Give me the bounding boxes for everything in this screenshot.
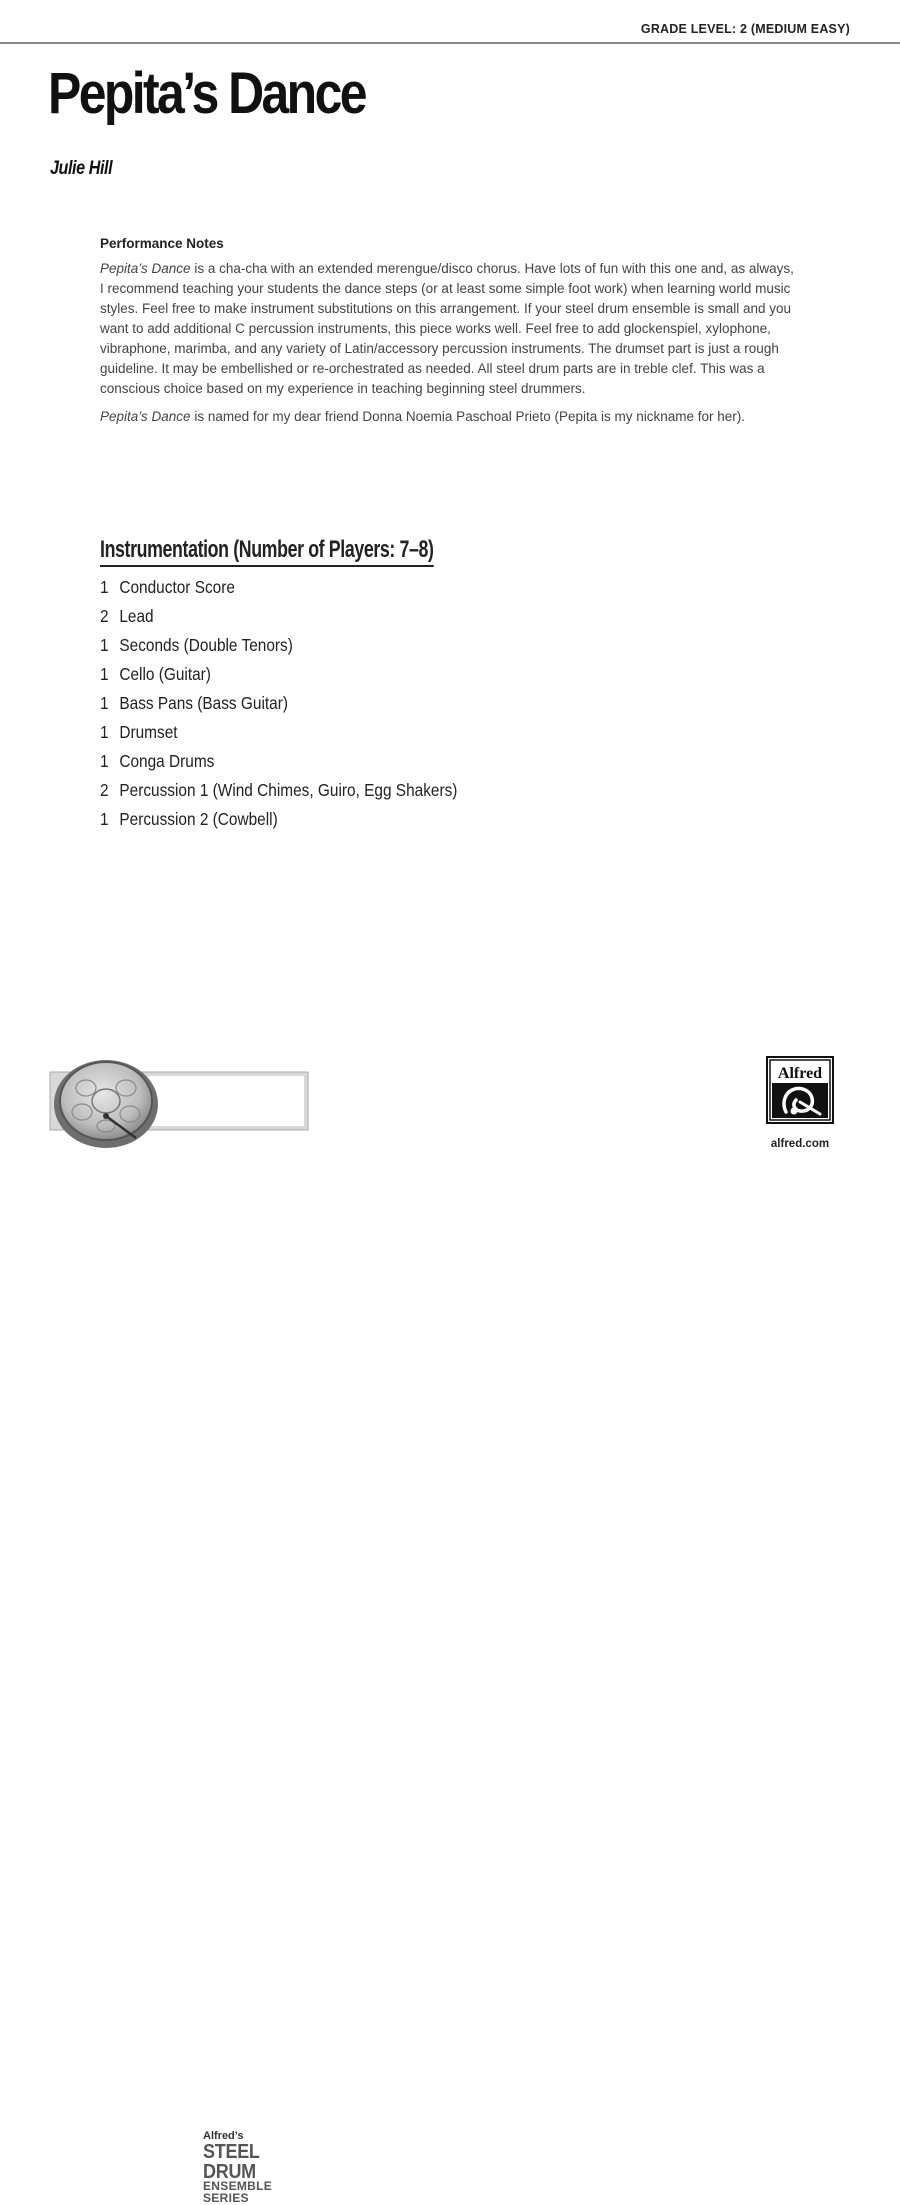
notes-paragraph-2-text: is named for my dear friend Donna Noemia Paschoal Prieto (Pepita is my nickname for her).	[190, 409, 746, 424]
instrument-item	[100, 780, 457, 809]
instrument-quantity: 1	[100, 577, 109, 597]
instrument-quantity: 1	[100, 809, 109, 829]
instrument-item	[100, 809, 457, 838]
instrument-name: Conga Drums	[119, 751, 215, 771]
instrument-name: Lead	[119, 606, 154, 626]
header-rule	[0, 42, 900, 44]
instrument-quantity: 1	[100, 664, 109, 684]
instrument-quantity: 1	[100, 693, 109, 713]
instrument-name: Conductor Score	[119, 577, 235, 597]
series-title	[203, 2131, 318, 2204]
series-line-1: Alfred’s	[203, 2130, 244, 2142]
instrument-name: Drumset	[119, 722, 178, 742]
instrument-name: Percussion 1 (Wind Chimes, Guiro, Egg Shakers)	[119, 780, 458, 800]
notes-piece-title: Pepita’s Dance	[100, 261, 191, 276]
instrumentation-list	[100, 577, 506, 838]
instrument-item	[100, 664, 457, 693]
notes-paragraph-1-text: is a cha-cha with an extended merengue/disco chorus. Have lots of fun with this one and, as always, I recommend teaching your students the dance steps (or at least some simple foot work) when learning world music styles. Feel free to make instrument substitutions on this arrangement. If your steel drum ensemble is small and you want to add additional C percussion instruments, this piece works well. Feel free to add glockenspiel, xylophone, vibraphone, marimba, and any variety of Latin/accessory percussion instruments. The drumset part is just a rough guideline. It may be embellished or re-orchestrated as needed. All steel drum parts are in treble clef. This was a conscious choice based on my experience in teaching beginning steel drummers.	[100, 261, 794, 396]
instrument-item	[100, 751, 457, 780]
instrument-quantity: 1	[100, 635, 109, 655]
alfred-logo	[766, 1056, 834, 1124]
steel-drum-icon	[48, 1052, 318, 1148]
instrument-name: Cello (Guitar)	[119, 664, 211, 684]
instrument-quantity: 2	[100, 606, 109, 626]
svg-text:Alfred: Alfred	[777, 1065, 823, 1082]
performance-notes-heading: Performance Notes	[100, 236, 224, 251]
performance-notes	[100, 236, 800, 435]
publisher-url[interactable]: alfred.com	[770, 1138, 830, 1150]
composer-name: Julie Hill	[50, 158, 113, 179]
notes-paragraph-1	[100, 259, 800, 399]
notes-piece-title: Pepita’s Dance	[100, 409, 191, 424]
instrument-item	[100, 606, 457, 635]
instrument-quantity: 2	[100, 780, 109, 800]
instrument-item	[100, 635, 457, 664]
instrumentation-heading: Instrumentation (Number of Players: 7–8)	[100, 536, 434, 567]
alfred-logo-icon	[766, 1056, 834, 1124]
instrument-name: Bass Pans (Bass Guitar)	[119, 693, 288, 713]
instrument-item	[100, 577, 457, 606]
instrument-item	[100, 722, 457, 751]
notes-paragraph-2	[100, 407, 800, 427]
instrument-quantity: 1	[100, 751, 109, 771]
instrument-name: Percussion 2 (Cowbell)	[119, 809, 278, 829]
series-line-2: STEEL DRUM	[203, 2141, 260, 2183]
piece-title: Pepita’s Dance	[48, 61, 365, 126]
series-line-3: ENSEMBLE SERIES	[203, 2179, 273, 2205]
instrument-name: Seconds (Double Tenors)	[119, 635, 293, 655]
instrument-item	[100, 693, 457, 722]
steel-drum-series-logo	[48, 1052, 318, 2205]
instrument-quantity: 1	[100, 722, 109, 742]
grade-level: GRADE LEVEL: 2 (MEDIUM EASY)	[640, 22, 850, 36]
